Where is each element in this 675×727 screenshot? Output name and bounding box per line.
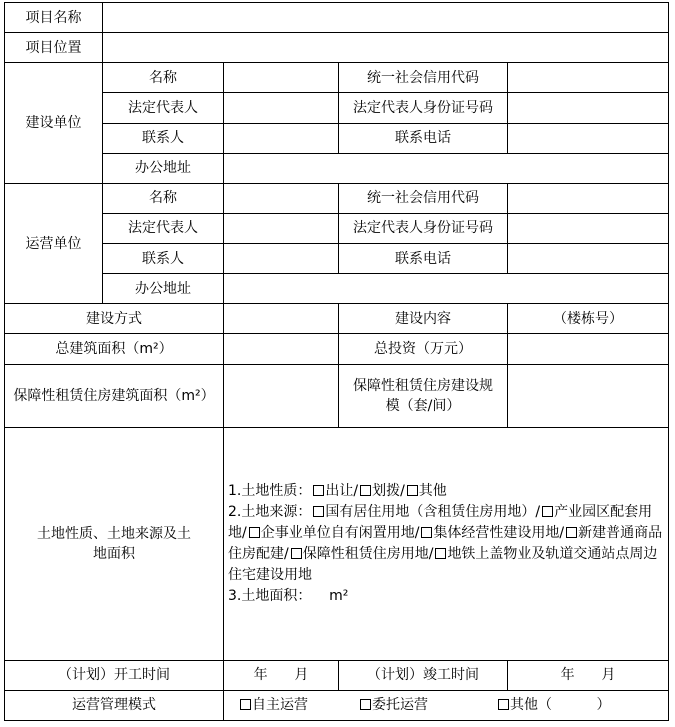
checkbox-source-7[interactable]: [435, 548, 446, 559]
operator-credit-code-label: 统一社会信用代码: [339, 183, 508, 213]
land-source-option: 企事业单位自有闲置用地/: [260, 524, 420, 541]
rental-scale-field[interactable]: [508, 364, 669, 427]
land-source-option: 地铁上盖物业及轨道交通站点周边住宅建设用地: [228, 545, 658, 583]
management-mode-options: [224, 690, 669, 720]
builder-address-field[interactable]: [224, 153, 669, 183]
land-nature-option: 其他: [418, 482, 447, 499]
land-nature-option: 出让/: [325, 482, 359, 499]
checkbox-mode-other[interactable]: [498, 699, 509, 710]
builder-group-label: 建设单位: [5, 63, 103, 184]
rental-area-label: 保障性租赁住房建筑面积（m²）: [5, 364, 224, 427]
land-source-option: 集体经营性建设用地/: [433, 524, 565, 541]
checkbox-entrusted[interactable]: [360, 699, 371, 710]
land-nature-prefix: 1.土地性质：: [228, 482, 312, 499]
start-time-label: （计划）开工时间: [5, 660, 224, 690]
checkbox-source-5[interactable]: [566, 527, 577, 538]
start-time-field[interactable]: 年 月: [224, 660, 339, 690]
building-number-label: （楼栋号）: [508, 304, 669, 334]
land-nature-line: [228, 481, 664, 502]
land-source-option: 保障性租赁住房用地/: [302, 545, 434, 562]
option-self-operate: 自主运营: [252, 697, 308, 714]
land-info-content: [224, 427, 669, 660]
checkbox-allocation[interactable]: [360, 485, 371, 496]
total-area-label: 总建筑面积（m²）: [5, 334, 224, 364]
project-location-label: 项目位置: [5, 33, 103, 63]
checkbox-source-1[interactable]: [313, 506, 324, 517]
land-nature-option: 划拨/: [372, 482, 405, 499]
builder-name-field[interactable]: [224, 63, 339, 93]
management-mode-label: 运营管理模式: [5, 690, 224, 720]
option-mode-other: 其他（ ）: [510, 697, 611, 714]
checkbox-nature-other[interactable]: [407, 485, 418, 496]
builder-credit-code-field[interactable]: [508, 63, 669, 93]
builder-legal-rep-field[interactable]: [224, 93, 339, 123]
operator-phone-field[interactable]: [508, 244, 669, 274]
rental-scale-label: 保障性租赁住房建设规模（套/间）: [339, 364, 508, 427]
checkbox-self-operate[interactable]: [240, 699, 251, 710]
project-name-label: 项目名称: [5, 3, 103, 33]
project-location-field[interactable]: [103, 33, 669, 63]
operator-credit-code-field[interactable]: [508, 183, 669, 213]
row-project-location: [5, 33, 669, 63]
builder-phone-field[interactable]: [508, 123, 669, 153]
land-source-line: [228, 502, 664, 586]
land-source-prefix: 2.土地来源：: [228, 503, 312, 520]
operator-contact-field[interactable]: [224, 244, 339, 274]
builder-legal-rep-label: 法定代表人: [103, 93, 224, 123]
total-investment-label: 总投资（万元）: [339, 334, 508, 364]
option-entrusted: 委托运营: [372, 697, 428, 714]
land-source-option: 产业园区配套用地/: [228, 503, 653, 541]
land-source-option: 国有居住用地（含租赁住房用地）/: [325, 503, 541, 520]
builder-phone-label: 联系电话: [339, 123, 508, 153]
end-time-label: （计划）竣工时间: [339, 660, 508, 690]
builder-legal-rep-id-field[interactable]: [508, 93, 669, 123]
operator-legal-rep-id-label: 法定代表人身份证号码: [339, 213, 508, 243]
operator-name-field[interactable]: [224, 183, 339, 213]
land-source-option: 新建普通商品住房配建/: [228, 524, 663, 562]
operator-legal-rep-field[interactable]: [224, 213, 339, 243]
checkbox-source-2[interactable]: [542, 506, 553, 517]
total-area-field[interactable]: [224, 334, 339, 364]
operator-address-field[interactable]: [224, 274, 669, 304]
builder-name-label: 名称: [103, 63, 224, 93]
land-info-label: 土地性质、土地来源及土地面积: [5, 427, 224, 660]
construction-method-label: 建设方式: [5, 304, 224, 334]
builder-credit-code-label: 统一社会信用代码: [339, 63, 508, 93]
project-name-field[interactable]: [103, 3, 669, 33]
operator-contact-label: 联系人: [103, 244, 224, 274]
operator-phone-label: 联系电话: [339, 244, 508, 274]
operator-address-label: 办公地址: [103, 274, 224, 304]
construction-method-field[interactable]: [224, 304, 339, 334]
checkbox-source-3[interactable]: [249, 527, 260, 538]
land-area-line: 3.土地面积： m²: [228, 587, 349, 604]
operator-legal-rep-label: 法定代表人: [103, 213, 224, 243]
builder-contact-field[interactable]: [224, 123, 339, 153]
end-time-field[interactable]: 年 月: [508, 660, 669, 690]
checkbox-source-4[interactable]: [421, 527, 432, 538]
total-investment-field[interactable]: [508, 334, 669, 364]
operator-name-label: 名称: [103, 183, 224, 213]
builder-contact-label: 联系人: [103, 123, 224, 153]
row-project-name: [5, 3, 669, 33]
checkbox-transfer[interactable]: [313, 485, 324, 496]
operator-legal-rep-id-field[interactable]: [508, 213, 669, 243]
rental-area-field[interactable]: [224, 364, 339, 427]
builder-legal-rep-id-label: 法定代表人身份证号码: [339, 93, 508, 123]
construction-content-label: 建设内容: [339, 304, 508, 334]
checkbox-source-6[interactable]: [291, 548, 302, 559]
builder-address-label: 办公地址: [103, 153, 224, 183]
housing-project-form: [4, 2, 669, 721]
operator-group-label: 运营单位: [5, 183, 103, 304]
